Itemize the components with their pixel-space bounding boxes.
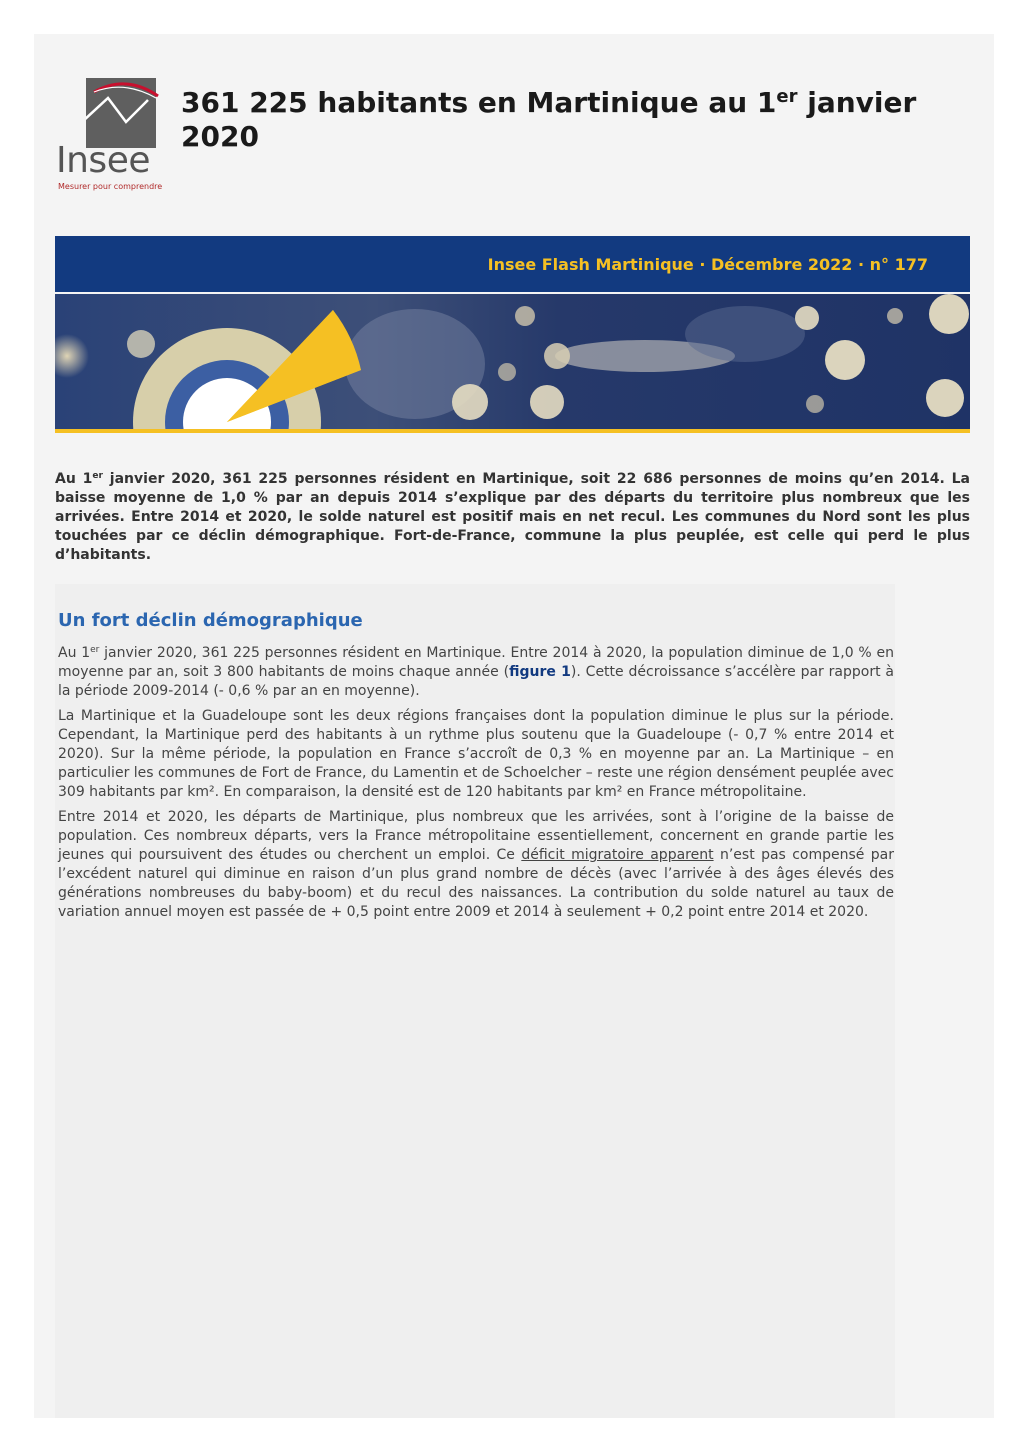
- p1-superscript: er: [90, 645, 100, 655]
- title-superscript: er: [776, 86, 798, 107]
- glossary-link-deficit-migratoire[interactable]: déficit migratoire apparent: [521, 847, 714, 863]
- document-page: [34, 34, 994, 1418]
- section-paragraph-1: [58, 644, 894, 701]
- logo-mark-icon: [86, 78, 186, 148]
- logo-wordmark: Insee: [56, 140, 150, 181]
- banner-accent-line: [55, 429, 970, 433]
- p1-text-c: ). Cette décroissance s’accélère par rapport à la période 2009-2014 (- 0,6 % par an en moyenne).: [58, 664, 894, 699]
- p1-text-a: Au 1: [58, 645, 91, 661]
- p3-text-a: Entre 2014 et 2020, les départs de Martinique, plus nombreux que les arrivées, sont à l’origine de la baisse de population. Ces nombreux départs, vers la France métropolitaine essentiellement, concernent en grande partie les jeunes qui poursuivent des études ou cherchent un emploi. Ce: [58, 809, 894, 863]
- section-demographic-decline: [55, 584, 895, 1418]
- section-paragraph-2: La Martinique et la Guadeloupe sont les deux régions françaises dont la population diminue le plus sur la période. Cependant, la Martinique perd des habitants à un rythme plus soutenu que la Guadeloupe (- 0,7 % entre 2014 et 2020). Sur la même période, la population en France s’accroît de 0,3 % en moyenne par an. La Martinique – en particulier les communes de Fort de France, du Lamentin et de Schoelcher – reste une région densément peuplée avec 309 habitants par km². En comparaison, la densité est de 120 habitants par km² en France métropolitaine.: [58, 708, 894, 800]
- banner-illustration: [55, 294, 970, 429]
- figure-1-link[interactable]: figure 1: [509, 664, 571, 680]
- logo-tagline: Mesurer pour comprendre: [58, 182, 163, 191]
- publication-reference: Insee Flash Martinique · Décembre 2022 · n° 177: [487, 255, 928, 274]
- p1-text-b: janvier 2020, 361 225 personnes résident en Martinique. Entre 2014 à 2020, la population diminue de 1,0 % en moyenne par an, soit 3 800 habitants de moins chaque année (: [58, 645, 894, 680]
- logo-mark: [86, 78, 156, 148]
- summary-superscript: er: [92, 471, 103, 481]
- section-paragraph-3: [58, 808, 894, 922]
- title-text: 361 225 habitants en Martinique au 1: [181, 86, 777, 119]
- title-text-end: janvier 2020: [181, 86, 917, 153]
- section-body: [58, 644, 894, 928]
- insee-logo[interactable]: [56, 78, 166, 196]
- summary-paragraph: [55, 470, 970, 565]
- banner-illustration-graphic: [55, 294, 970, 429]
- publication-banner: [55, 236, 970, 292]
- summary-text: Au 1: [55, 471, 93, 487]
- p3-text-b: n’est pas compensé par l’excédent naturel qui diminue en raison d’un plus grand nombre de décès (avec l’arrivée à des âges élevés des générations nombreuses du baby-boom) et du recul des naissances. La contribution du solde naturel au taux de variation annuel moyen est passée de + 0,5 point entre 2009 et 2014 à seulement + 0,2 point entre 2014 et 2020.: [58, 847, 895, 920]
- page-title: [181, 86, 961, 154]
- summary-text-end: janvier 2020, 361 225 personnes résident en Martinique, soit 22 686 personnes de moins qu’en 2014. La baisse moyenne de 1,0 % par an depuis 2014 s’explique par des départs du territoire plus nombreux que les arrivées. Entre 2014 et 2020, le solde naturel est positif mais en net recul. Les communes du Nord sont les plus touchées par ce déclin démographique. Fort-de-France, commune la plus peuplée, est celle qui perd le plus d’habitants.: [55, 471, 970, 563]
- section-heading: Un fort déclin démographique: [58, 610, 363, 631]
